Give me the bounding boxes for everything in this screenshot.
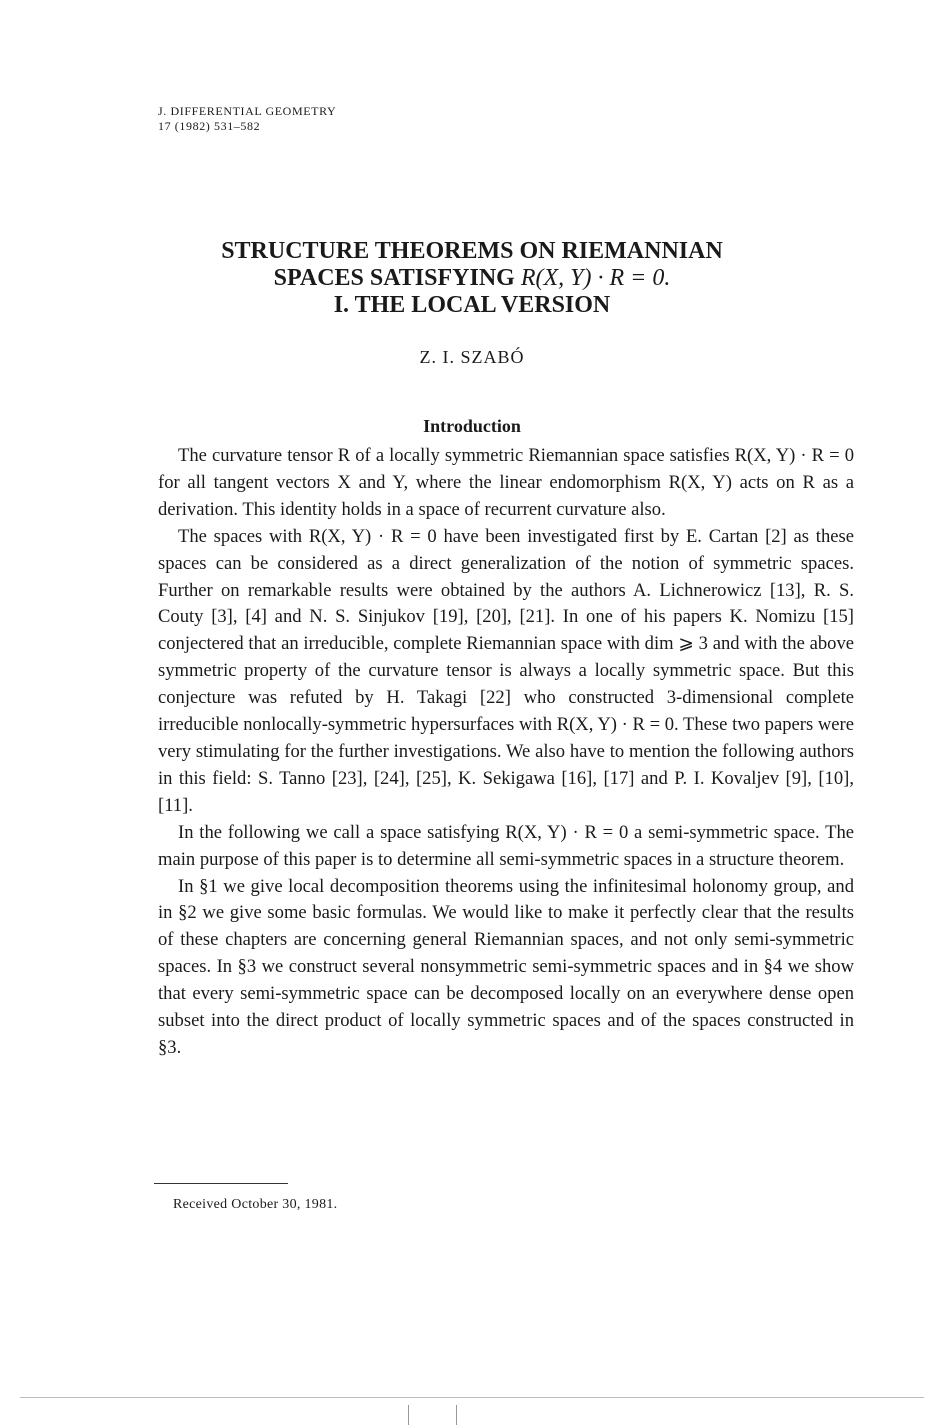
title-line-2-math: R(X, Y) · R = 0. [520, 265, 671, 291]
paragraph-2: The spaces with R(X, Y) · R = 0 have been investigated first by E. Cartan [2] as these spaces can be considered as a direct generalization of the notion of symmetric spaces. Further on remarkable results were obtained by the authors A. Lichnerowicz [13], R. S. Couty [3], [4] and N. S. Sinjukov [19], [20], [21]. In one of his papers K. Nomizu [15] conjectered that an irreducible, complete Riemannian space with dim ⩾ 3 and with the above symmetric property of the curvature tensor is always a locally symmetric space. But this conjecture was refuted by H. Takagi [22] who constructed 3-dimensional complete irreducible nonlocally-symmetric hypersurfaces with R(X, Y) · R = 0. These two papers were very stimulating for the further investigations. We also have to mention the following authors in this field: S. Tanno [23], [24], [25], K. Sekigawa [16], [17] and P. I. Kovaljev [9], [10], [11]. [158, 525, 854, 816]
title-line-1: STRUCTURE THEOREMS ON RIEMANNIAN [221, 238, 723, 264]
journal-name: J. DIFFERENTIAL GEOMETRY [158, 104, 337, 118]
author-name: Z. I. SZABÓ [419, 347, 525, 367]
binding-mark-right [456, 1405, 457, 1425]
footnote-rule [154, 1183, 288, 1184]
volume-line: 17 (1982) 531–582 [158, 119, 261, 133]
footnote: Received October 30, 1981. [173, 1197, 338, 1212]
binding-mark-left [408, 1405, 409, 1425]
page-bottom-line [20, 1397, 924, 1398]
paragraph-4: In §1 we give local decomposition theorems using the infinitesimal holonomy group, and in §2 we give some basic formulas. We would like to make it perfectly clear that the results of these chapters are concerning general Riemannian spaces, and not only semi-symmetric spaces. In §3 we construct several nonsymmetric semi-symmetric spaces and in §4 we show that every semi-symmetric space can be decomposed locally on an everywhere dense open subset into the direct product of locally symmetric spaces and of the spaces constructed in §3. [158, 875, 854, 1058]
journal-header [158, 104, 336, 134]
title-line-3: I. THE LOCAL VERSION [333, 292, 611, 318]
paragraph-1: The curvature tensor R of a locally symmetric Riemannian space satisfies R(X, Y) · R = 0 for all tangent vectors X and Y, where the linear endomorphism R(X, Y) acts on R as a derivation. This identity holds in a space of recurrent curvature also. [158, 445, 854, 520]
title-line-2-text: SPACES SATISFYING [273, 265, 521, 291]
introduction-body [158, 443, 854, 1062]
paper-title [0, 238, 944, 319]
paragraph-3: In the following we call a space satisfying R(X, Y) · R = 0 a semi-symmetric space. The main purpose of this paper is to determine all semi-symmetric spaces in a structure theorem. [158, 821, 854, 870]
section-heading: Introduction [423, 416, 521, 436]
title-line-2 [0, 265, 944, 292]
